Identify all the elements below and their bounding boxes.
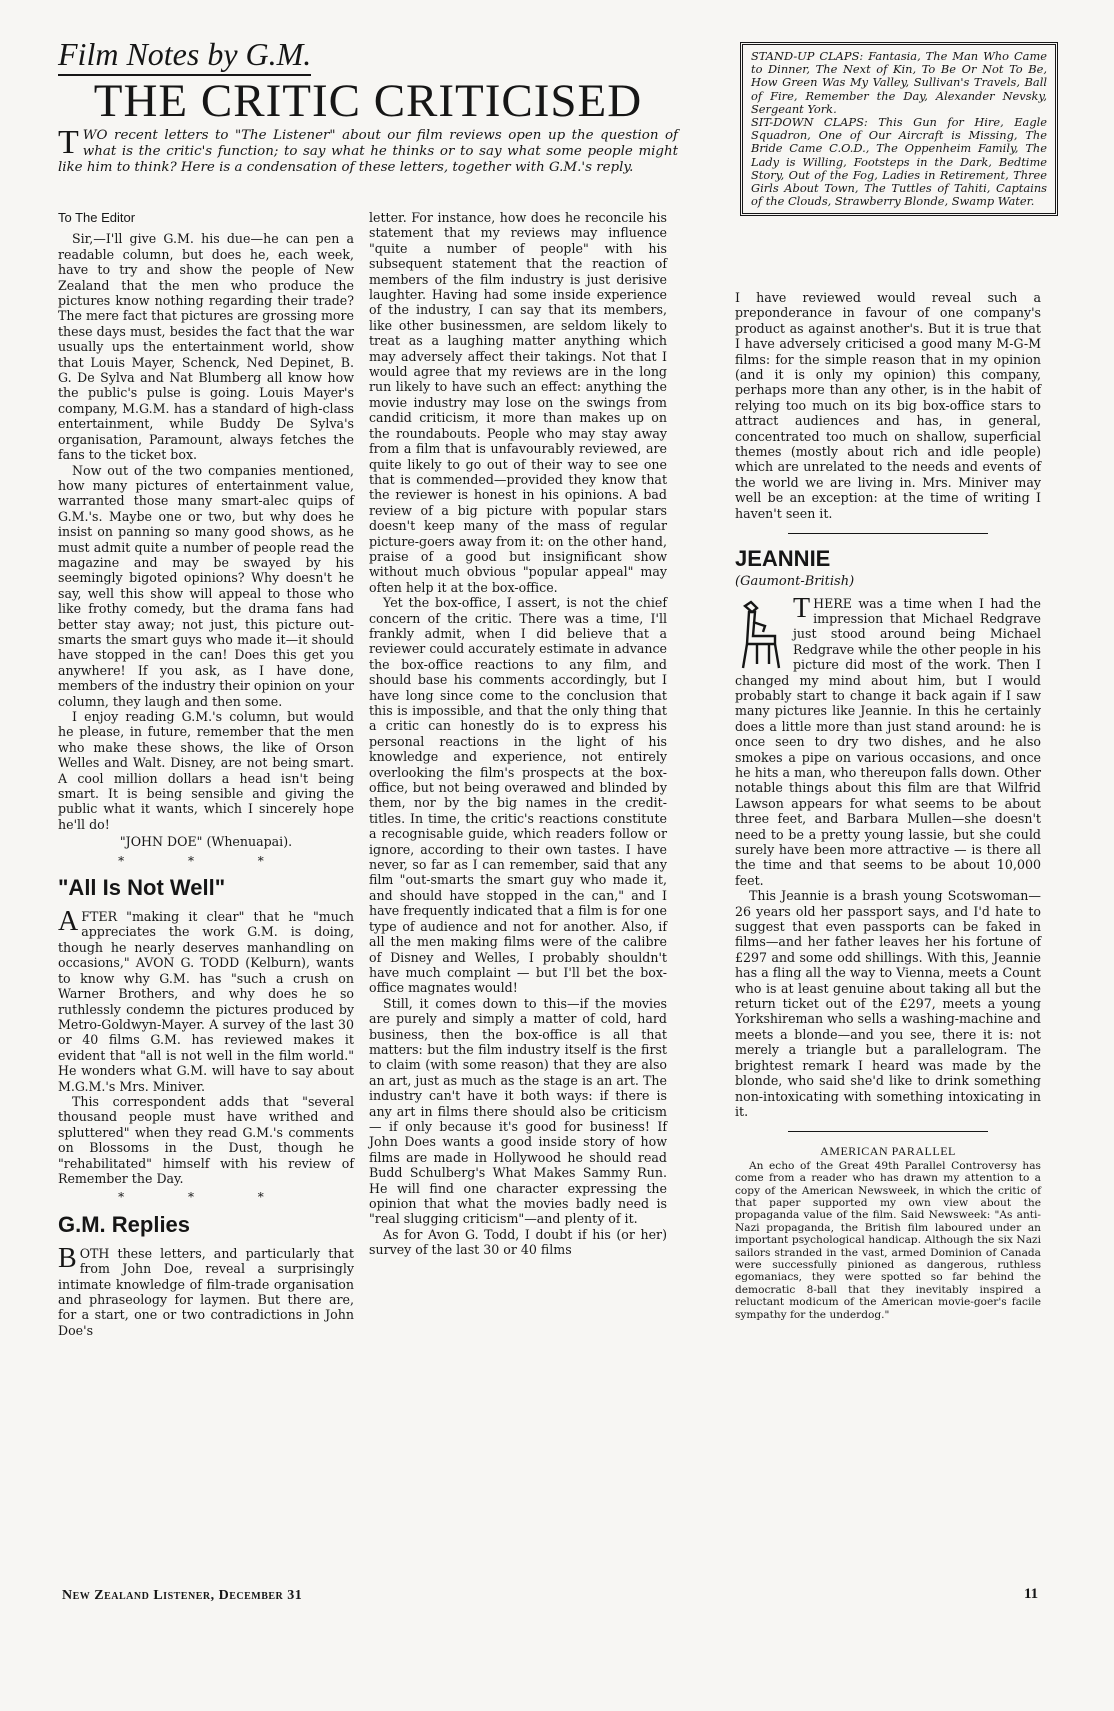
headline: THE CRITIC CRITICISED (93, 75, 643, 127)
jeannie-paragraph: This Jeannie is a brash young Scotswoman—26 years old her passport says, and I'd hate to suggest that even passports can be faked in films—and her father leaves her his fortune of £297 and some odd shillings. With this, Jeannie has a fling all the way to Vienna, meets a Count who is at least genuine about taking all but the return ticket out of the £297, meets a young Yorkshireman who sells a washing-machine and meets a blonde—and you see, there it is: not merely a triangle but a parallelogram. The brightest remark I heard was made by the blonde, who said she'd like to drink something non-intoxicating with something intoxicating in it. (735, 888, 1041, 1119)
reply-paragraph: As for Avon G. Todd, I doubt if his (or her) survey of the last 30 or 40 films (369, 1226, 667, 1258)
section2-paragraph (58, 906, 354, 1094)
section-separator: * * * (118, 1190, 294, 1205)
sitdown-claps-label: SIT-DOWN CLAPS: (751, 115, 868, 130)
standup-claps-list: Fantasia, The Man Who Came to Dinner, The Next of Kin, To Be Or Not To Be, How Green Was My Valley, Sullivan's Travels, Ball of Fire, Remember the Day, Alexander Nevsky, Sergeant York. (751, 49, 1047, 116)
jeannie-dropcap: T (793, 592, 811, 624)
gm-replies-heading: G.M. Replies (58, 1211, 191, 1237)
letter1-signature: "JOHN DOE" (Whenuapai). (119, 834, 293, 850)
section-separator: * * * (118, 853, 294, 868)
column-3 (735, 290, 1041, 1321)
standup-claps-label: STAND-UP CLAPS: (751, 49, 864, 63)
divider (788, 533, 988, 534)
jeannie-studio: (Gaumont-British) (735, 574, 855, 590)
reply-paragraph-text: OTH these letters, and particularly that from John Doe, reveal a surprisingly intimate knowledge of film-trade organisation and phraseology for laymen. But there are, for a start, one or two contradictions in John Doe's (58, 1245, 354, 1338)
reply-paragraph (58, 1242, 354, 1338)
reply-paragraph: letter. For instance, how does he reconcile his statement that my reviews may influence "quite a number of people" with his subsequent statement that the reaction of members of the film industry is just derisive laughter. Having had some inside experience of the industry, I can say that its members, like other businessmen, are seldom likely to treat as a laughing matter anything which may adversely affect their takings. Not that I would agree that my reviews are in the long run likely to have such an effect: anything the movie industry may lose on the swings from candid criticism, it more than makes up on the roundabouts. People who may stay away from a film that is unfavourably reviewed, are quite likely to go out of their way to see one that is commended—provided they know that the reviewer is honest in his opinions. A bad review of a big picture with popular stars doesn't keep many of the mass of regular picture-goers away from it: on the other hand, praise of a good but insignificant show without much obvious "popular appeal" may often help it at the box-office. (369, 210, 667, 595)
reply-paragraph: I have reviewed would reveal such a preponderance in favour of one company's product as against another's. But it is true that I have adversely criticised a good many M-G-M films: for the simple reason that in my opinion (and it is only my opinion) this company, perhaps more than any other, is in the habit of relying too much on its big box-office stars to attract audiences and has, in general, concentrated too much on shallow, superficial themes (mostly about rich and idle people) which are unrelated to the needs and events of the world we are living in. Mrs. Miniver may well be an exception: at the time of writing I haven't seen it. (735, 290, 1041, 521)
sitdown-claps-list: This Gun for Hire, Eagle Squadron, One of Our Aircraft is Missing, The Bride Came C.O.D., The Oppenheim Family, The Lady is Willing, Footsteps in the Dark, Bedtime Story, Out of the Fog, Ladies in Retirement, Three Girls About Town, The Tuttles of Tahiti, Captains of the Clouds, Strawberry Blonde, Swamp Water. (751, 115, 1047, 209)
all-is-not-well-heading: "All Is Not Well" (58, 875, 226, 901)
column-kicker: Film Notes by G.M. (58, 36, 311, 76)
letter1-paragraph: Sir,—I'll give G.M. his due—he can pen a readable column, but does he, each week, have to try and show the people of New Zealand that the men who produce the pictures know nothing regarding their trade? The mere fact that pictures are grossing more these days must, besides the fact that the war usually ups the entertainment world, show that Louis Mayer, Schenck, Ned Depinet, B. G. De Sylva and Nat Blumberg all know how the public's pulse is going. Louis Mayer's company, M.G.M. has a standard of high-class entertainment, while Buddy De Sylva's organisation, Paramount, always fetches the fans to the ticket box. (58, 231, 354, 463)
column-2 (369, 210, 667, 1258)
reply-paragraph: Still, it comes down to this—if the movies are purely and simply a matter of cold, hard business, then the box-office is all that matters: but the film industry itself is the first to claim (with some reason) that they are also an art, just as much as the stage is an art. The industry can't have it both ways: if there is any art in films there should also be criticism — if only because it's good for business! If John Does wants a good inside story of how films are made in Hollywood he should read Budd Schulberg's What Makes Sammy Run. He will find one character expressing the opinion that what the movies badly need is "real slugging criticism"—and plenty of it. (369, 995, 667, 1227)
american-parallel-text: An echo of the Great 49th Parallel Controversy has come from a reader who has drawn my attention to a copy of the American Newsweek, in which the critic of that paper supported my own view about the propaganda value of the film. Said Newsweek: "As anti-Nazi propaganda, the British film laboured under an important psychological handicap. Although the six Nazi sailors stranded in the vast, armed Dominion of Canada were successfully pinioned as dangerous, ruthless egomaniacs, they were spotted so far behind the democratic 8-ball that they inevitably inspired a reluctant modicum of the American movie-goer's facile sympathy for the underdog." (735, 1159, 1041, 1321)
claps-box (740, 42, 1058, 216)
divider (788, 1131, 988, 1132)
reply-dropcap: B (58, 1242, 77, 1274)
letter1-paragraph: Now out of the two companies mentioned, how many pictures of entertainment value, warranted those many smart-alec quips of G.M.'s. Maybe one or two, but why does he insist on panning so many good shows, as he must admit quite a number of people read the magazine and may be swayed by his seemingly bigoted opinions? Why doesn't he say, well this show will appeal to those who like frothy comedy, but the drama fans had better stay away; not just, this picture out-smarts the smart guys who made it—it should have stopped in the can! Does this get you anywhere! If you ask, as I have done, members of the industry their opinion on your column, they laugh and then some. (58, 462, 354, 709)
section2-paragraph-text: FTER "making it clear" that he "much appreciates the work G.M. is doing, though he nearly deserves manhandling on occasions," AVON G. TODD (Kelburn), wants to know why G.M. has "such a crush on Warner Brothers, and why does he so ruthlessly condemn the pictures produced by Metro-Goldwyn-Mayer. A survey of the last 30 or 40 films G.M. has reviewed makes it evident that "all is not well in the film world." He wonders what G.M. will have to say about M.G.M.'s Mrs. Miniver. (58, 909, 354, 1094)
jeannie-paragraph-text: HERE was a time when I had the impression that Michael Redgrave just stood around being Michael Redgrave while the other people in his picture did most of the work. Then I changed my mind about him, but I would probably start to change it back again if I saw many pictures like Jeannie. In this he certainly does a little more than just stand around: he is once seen to dry two dishes, and he also smokes a pipe on various occasions, and once he hits a man, who thereupon falls down. Other notable things about this film are that Wilfrid Lawson appears for what seems to be about three feet, and Barbara Mullen—she doesn't need to be a pretty young lassie, but she could surely have been more attractive — is there all the time and that seems to be about 10,000 feet. (735, 595, 1041, 888)
column-1 (58, 210, 354, 1338)
dropcap-chair-illustration-icon (735, 598, 785, 670)
letter-salutation-label: To The Editor (58, 210, 136, 225)
american-parallel-heading: AMERICAN PARALLEL (820, 1144, 956, 1159)
page-number: 11 (1024, 1586, 1039, 1602)
letter1-paragraph: I enjoy reading G.M.'s column, but would he please, in future, remember that the men who make these shows, the like of Orson Welles and Walt. Disney, are not being smart. A cool million dollars a head isn't being smart. It is being sensible and giving the public what it wants, which I sincerely hope he'll do! (58, 709, 354, 832)
intro-text: WO recent letters to "The Listener" about our film reviews open up the question of what is the critic's function; to say what he thinks or to say what some people might like him to think? Here is a condensation of these letters, together with G.M.'s reply. (58, 128, 678, 176)
section2-paragraph: This correspondent adds that "several thousand people must have writhed and spluttered" when they read G.M.'s comments on Blossoms in the Dust, though he "rehabilitated" himself with his review of Remember the Day. (58, 1093, 354, 1186)
footer-publication-line: New Zealand Listener, December 31 (62, 1588, 303, 1603)
reply-paragraph: Yet the box-office, I assert, is not the chief concern of the critic. There was a time, I'll frankly admit, when I did believe that a reviewer could accurately estimate in advance the box-office reactions to any film, and should base his comments accordingly, but I have long since come to the conclusion that this is impossible, and that the only thing that a critic can honestly do is to express his personal reactions in the light of his knowledge and experience, not entirely overlooking the film's prospects at the box-office, but not being overawed and blinded by them, nor by the big names in the credit-titles. In time, the critic's reactions constitute a recognisable guide, which readers follow or ignore, according to their own tastes. I have never, so far as I can remember, said that any film "out-smarts the smart guy who made it, and should have stopped in the can," and I have frequently indicated that a film is for one type of audience and not for another. Also, if all the men making films were of the calibre of Disney and Welles, I probably shouldn't have much complaint — but I'll bet the box-office magnates would! (369, 595, 668, 996)
section2-dropcap: A (58, 906, 79, 938)
intro-paragraph (58, 124, 678, 177)
jeannie-heading: JEANNIE (735, 546, 831, 572)
intro-dropcap: T (58, 124, 79, 161)
